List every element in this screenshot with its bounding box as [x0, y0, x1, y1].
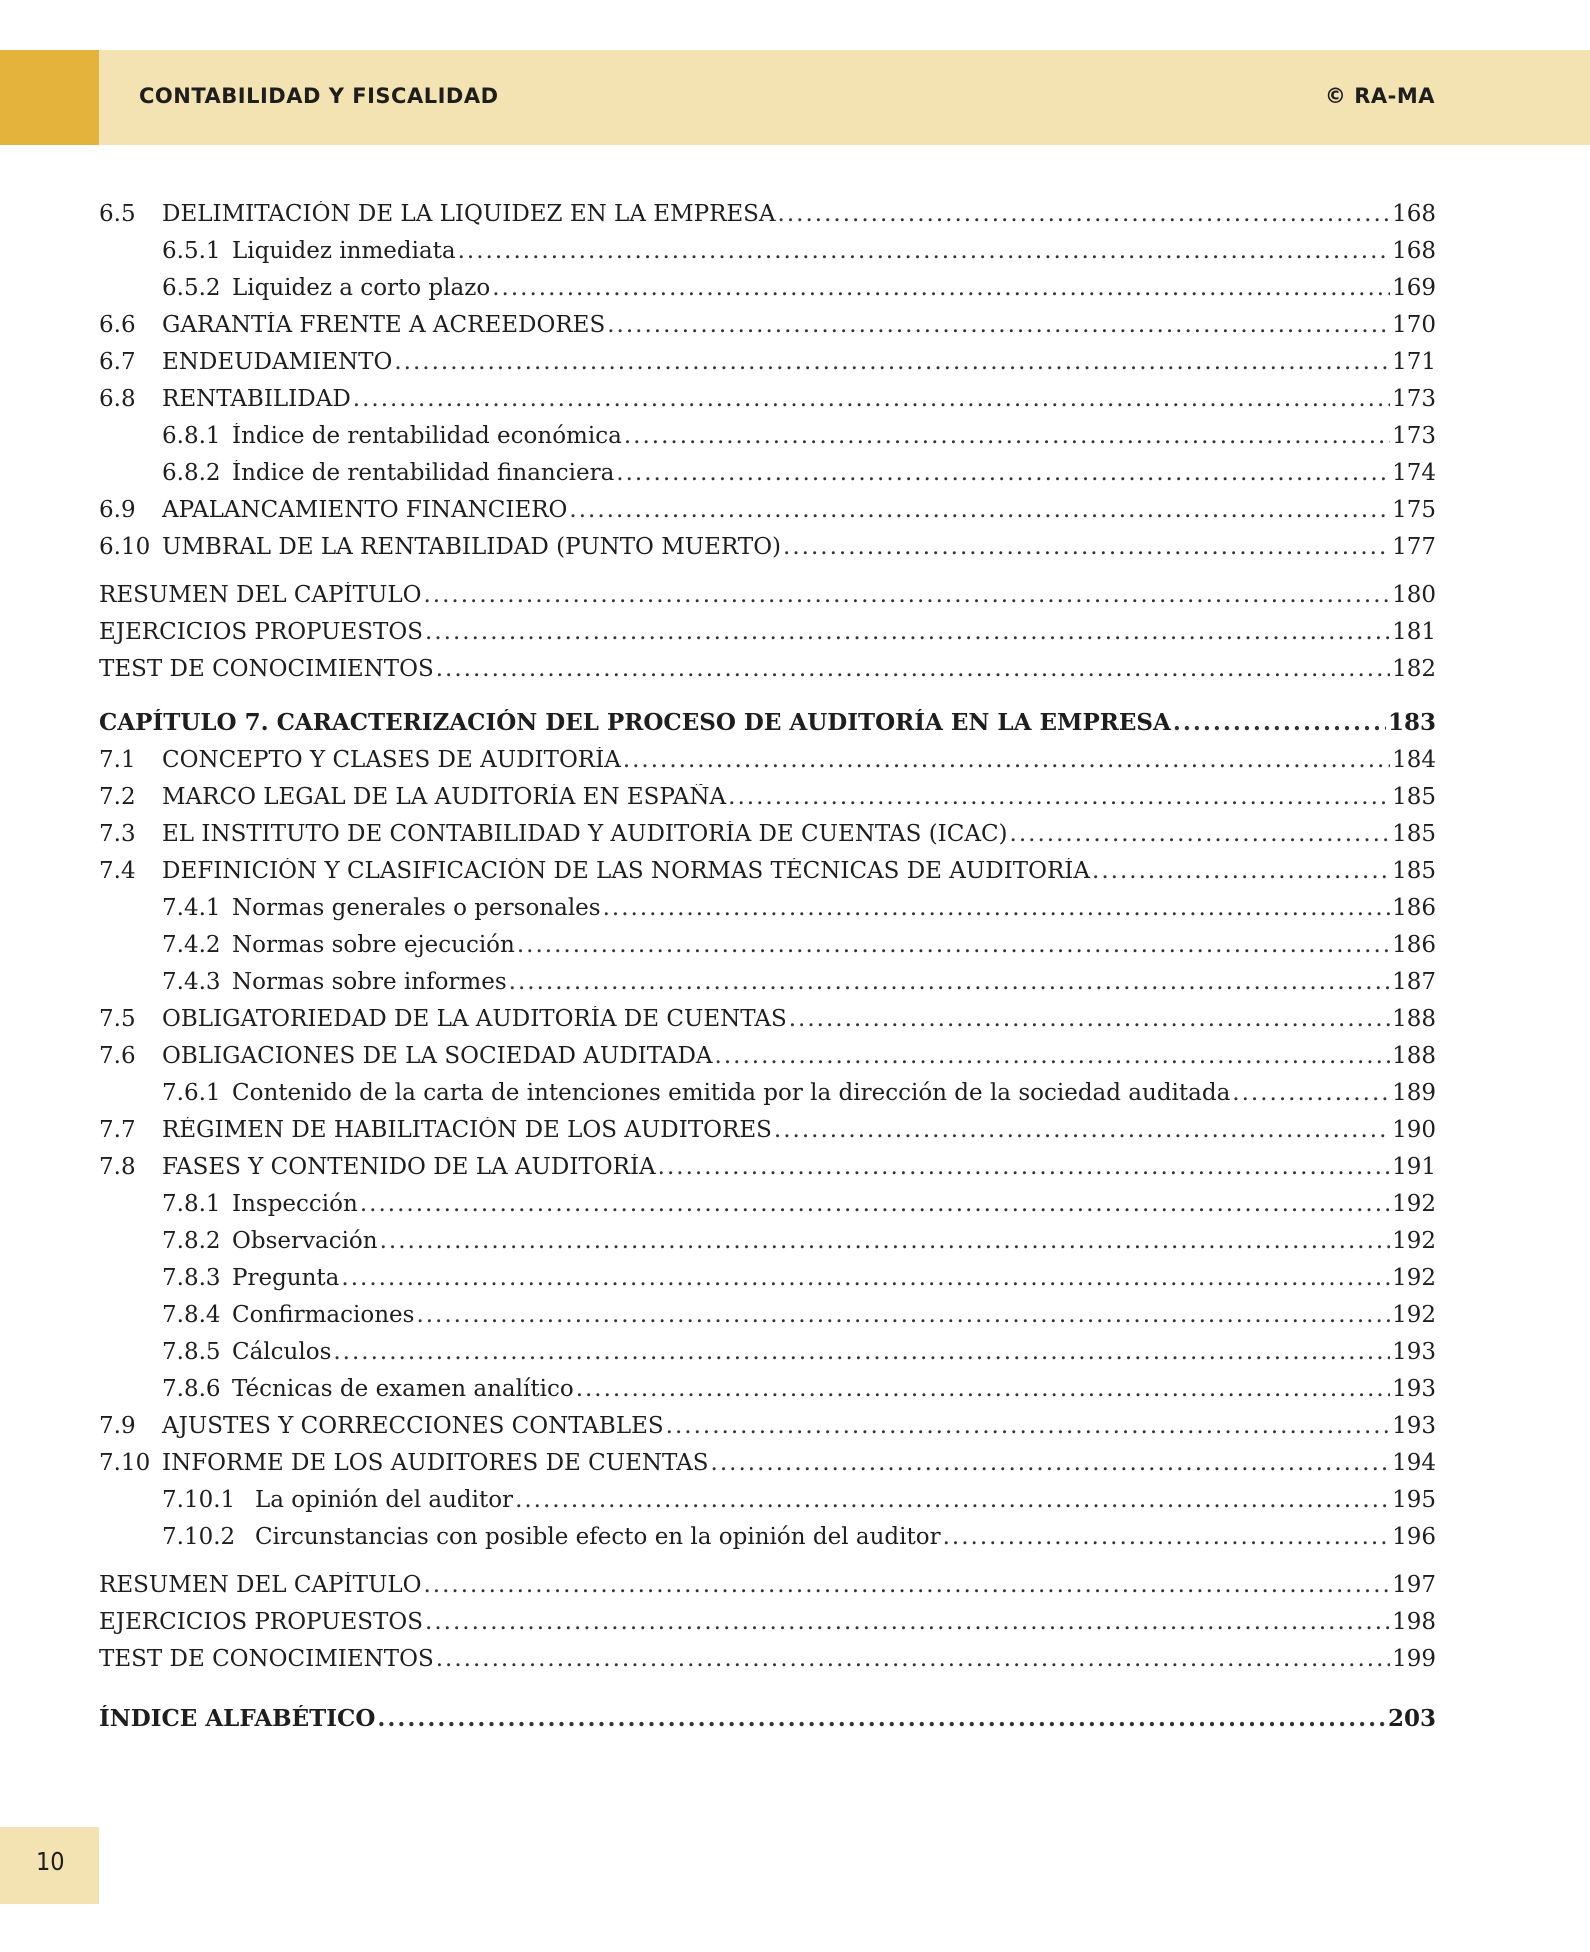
toc-page: 177 [1392, 534, 1436, 560]
toc-entry [99, 932, 1436, 969]
leader-dots [783, 534, 1390, 560]
toc-number: 7.8.6 [162, 1376, 221, 1402]
toc-title: UMBRAL DE LA RENTABILIDAD (PUNTO MUERTO) [162, 534, 782, 560]
leader-dots [943, 1524, 1391, 1550]
toc-entry [99, 1524, 1436, 1561]
toc-number: 7.6 [99, 1043, 136, 1069]
toc-number: 7.8 [99, 1154, 136, 1180]
toc-number: 7.8.3 [162, 1265, 221, 1291]
toc-title: Índice de rentabilidad económica [232, 423, 622, 449]
toc-entry [99, 201, 1436, 238]
toc-title: Circunstancias con posible efecto en la opinión del auditor [255, 1524, 941, 1550]
toc-page: 198 [1392, 1609, 1436, 1635]
toc-title: FASES Y CONTENIDO DE LA AUDITORÍA [162, 1154, 656, 1180]
toc-page: 197 [1392, 1572, 1436, 1598]
toc-page: 183 [1387, 709, 1436, 736]
toc-entry [99, 1006, 1436, 1043]
leader-dots [436, 656, 1390, 682]
toc-entry [99, 238, 1436, 275]
leader-dots [515, 1487, 1390, 1513]
toc-entry [99, 1376, 1436, 1413]
toc-page: 168 [1392, 238, 1436, 264]
toc-entry [99, 1117, 1436, 1154]
toc-page: 189 [1392, 1080, 1436, 1106]
toc-entry [99, 656, 1436, 693]
leader-dots [423, 582, 1390, 608]
leader-dots [425, 619, 1390, 645]
toc-page: 203 [1387, 1705, 1436, 1732]
leader-dots [1010, 821, 1391, 847]
leader-dots [569, 497, 1390, 523]
toc-entry [99, 534, 1436, 571]
toc-entry [99, 969, 1436, 1006]
toc-title: GARANTÍA FRENTE A ACREEDORES [162, 312, 606, 338]
toc-entry [99, 1228, 1436, 1265]
toc-page: 192 [1392, 1191, 1436, 1217]
toc-number: 7.9 [99, 1413, 136, 1439]
leader-dots [789, 1006, 1390, 1032]
toc-number: 6.10 [99, 534, 151, 560]
toc-title: Contenido de la carta de intenciones emitida por la dirección de la sociedad auditada [232, 1080, 1231, 1106]
toc-title: Índice de rentabilidad financiera [232, 460, 615, 486]
toc-entry [99, 858, 1436, 895]
toc-page: 186 [1392, 932, 1436, 958]
running-header-title: CONTABILIDAD Y FISCALIDAD [139, 84, 499, 108]
leader-dots [377, 1705, 1386, 1732]
toc-title: INFORME DE LOS AUDITORES DE CUENTAS [162, 1450, 709, 1476]
leader-dots [711, 1450, 1391, 1476]
toc-page: 187 [1392, 969, 1436, 995]
leader-dots [416, 1302, 1390, 1328]
toc-page: 171 [1392, 349, 1436, 375]
leader-dots [380, 1228, 1391, 1254]
toc-page: 199 [1392, 1646, 1436, 1672]
leader-dots [394, 349, 1390, 375]
toc-entry [99, 895, 1436, 932]
toc-title: Normas sobre informes [232, 969, 507, 995]
toc-entry [99, 1450, 1436, 1487]
toc-page: 180 [1392, 582, 1436, 608]
toc-page: 173 [1392, 423, 1436, 449]
toc-entry [99, 1043, 1436, 1080]
toc-number: 7.8.5 [162, 1339, 221, 1365]
toc-number: 7.4.3 [162, 969, 221, 995]
toc-title: Normas generales o personales [232, 895, 601, 921]
toc-title: EJERCICIOS PROPUESTOS [99, 1609, 424, 1635]
toc-number: 7.4.2 [162, 932, 221, 958]
toc-title: ENDEUDAMIENTO [162, 349, 393, 375]
toc-page: 191 [1392, 1154, 1436, 1180]
toc-page: 195 [1392, 1487, 1436, 1513]
toc-entry [99, 1154, 1436, 1191]
toc-number: 6.5.1 [162, 238, 221, 264]
leader-dots [341, 1265, 1390, 1291]
leader-dots [666, 1413, 1390, 1439]
toc-page: 184 [1392, 747, 1436, 773]
toc-title: EL INSTITUTO DE CONTABILIDAD Y AUDITORÍA DE CUENTAS (ICAC) [162, 821, 1008, 847]
leader-dots [333, 1339, 1390, 1365]
toc-page: 182 [1392, 656, 1436, 682]
toc-number: 7.8.4 [162, 1302, 221, 1328]
toc-number: 7.3 [99, 821, 136, 847]
toc-title: RENTABILIDAD [162, 386, 351, 412]
toc-title: Cálculos [232, 1339, 332, 1365]
leader-dots [423, 1572, 1390, 1598]
toc-page: 193 [1392, 1376, 1436, 1402]
toc-title: ÍNDICE ALFABÉTICO [99, 1705, 376, 1732]
toc-number: 7.10.2 [162, 1524, 236, 1550]
leader-dots [1173, 709, 1386, 736]
toc-title: OBLIGATORIEDAD DE LA AUDITORÍA DE CUENTAS [162, 1006, 787, 1032]
toc-number: 6.5.2 [162, 275, 221, 301]
leader-dots [623, 747, 1390, 773]
toc-title: MARCO LEGAL DE LA AUDITORÍA EN ESPAÑA [162, 784, 727, 810]
toc-page: 168 [1392, 201, 1436, 227]
toc-title: TEST DE CONOCIMIENTOS [99, 656, 434, 682]
leader-dots [492, 275, 1390, 301]
toc-number: 7.8.2 [162, 1228, 221, 1254]
toc-number: 7.10 [99, 1450, 151, 1476]
toc-number: 7.5 [99, 1006, 136, 1032]
toc-entry [99, 619, 1436, 656]
toc-number: 6.8 [99, 386, 136, 412]
toc-entry [99, 1302, 1436, 1339]
leader-dots [607, 312, 1390, 338]
toc-title: OBLIGACIONES DE LA SOCIEDAD AUDITADA [162, 1043, 713, 1069]
toc-page: 190 [1392, 1117, 1436, 1143]
toc-page: 185 [1392, 821, 1436, 847]
toc-entry [99, 349, 1436, 386]
toc-page: 175 [1392, 497, 1436, 523]
toc-page: 169 [1392, 275, 1436, 301]
toc-entry [99, 423, 1436, 460]
toc-title: Pregunta [232, 1265, 340, 1291]
toc-number: 6.9 [99, 497, 136, 523]
toc-number: 7.1 [99, 747, 136, 773]
toc-title: Observación [232, 1228, 378, 1254]
toc-title: La opinión del auditor [255, 1487, 514, 1513]
leader-dots [624, 423, 1390, 449]
toc-number: 6.6 [99, 312, 136, 338]
toc-title: RESUMEN DEL CAPÍTULO [99, 1572, 422, 1598]
toc-entry [99, 1191, 1436, 1228]
toc-entry [99, 1487, 1436, 1524]
toc-title: DEFINICIÓN Y CLASIFICACIÓN DE LAS NORMAS TÉCNICAS DE AUDITORÍA [162, 858, 1091, 884]
page-number: 10 [36, 1847, 65, 1876]
toc-entry [99, 1646, 1436, 1683]
leader-dots [436, 1646, 1390, 1672]
leader-dots [425, 1609, 1390, 1635]
toc-title: EJERCICIOS PROPUESTOS [99, 619, 424, 645]
toc-page: 193 [1392, 1413, 1436, 1439]
toc-entry [99, 1413, 1436, 1450]
toc-entry [99, 275, 1436, 312]
toc-entry [99, 1609, 1436, 1646]
toc-number: 6.8.1 [162, 423, 221, 449]
toc-number: 6.5 [99, 201, 136, 227]
toc-chapter-entry [99, 709, 1436, 747]
running-header-publisher: © RA-MA [1324, 84, 1435, 108]
toc-page: 194 [1392, 1450, 1436, 1476]
toc-number: 7.4.1 [162, 895, 221, 921]
toc-number: 7.2 [99, 784, 136, 810]
toc-title: RÉGIMEN DE HABILITACIÓN DE LOS AUDITORES [162, 1117, 772, 1143]
toc-number: 6.7 [99, 349, 136, 375]
toc-page: 188 [1392, 1043, 1436, 1069]
toc-page: 192 [1392, 1265, 1436, 1291]
toc-number: 7.10.1 [162, 1487, 236, 1513]
leader-dots [778, 201, 1391, 227]
toc-entry [99, 312, 1436, 349]
toc-entry [99, 460, 1436, 497]
toc-page: 193 [1392, 1339, 1436, 1365]
leader-dots [616, 460, 1390, 486]
leader-dots [728, 784, 1390, 810]
toc-page: 192 [1392, 1228, 1436, 1254]
leader-dots [576, 1376, 1390, 1402]
toc-title: Confirmaciones [232, 1302, 415, 1328]
toc-title: Liquidez a corto plazo [232, 275, 491, 301]
leader-dots [658, 1154, 1390, 1180]
toc-number: 7.7 [99, 1117, 136, 1143]
leader-dots [517, 932, 1390, 958]
toc-title: RESUMEN DEL CAPÍTULO [99, 582, 422, 608]
toc-page: 181 [1392, 619, 1436, 645]
toc-title: Normas sobre ejecución [232, 932, 515, 958]
toc-title: APALANCAMIENTO FINANCIERO [162, 497, 568, 523]
toc-title: Técnicas de examen analítico [232, 1376, 574, 1402]
toc-entry [99, 386, 1436, 423]
toc-entry [99, 747, 1436, 784]
toc-entry [99, 582, 1436, 619]
toc-title: Inspección [232, 1191, 358, 1217]
toc-page: 173 [1392, 386, 1436, 412]
leader-dots [1232, 1080, 1390, 1106]
toc-page: 174 [1392, 460, 1436, 486]
toc-entry [99, 1080, 1436, 1117]
toc-title: TEST DE CONOCIMIENTOS [99, 1646, 434, 1672]
toc-title: DELIMITACIÓN DE LA LIQUIDEZ EN LA EMPRESA [162, 201, 776, 227]
toc-number: 7.6.1 [162, 1080, 221, 1106]
toc-entry [99, 1339, 1436, 1376]
leader-dots [353, 386, 1390, 412]
toc-entry [99, 1572, 1436, 1609]
toc-number: 6.8.2 [162, 460, 221, 486]
leader-dots [509, 969, 1390, 995]
toc-title: CONCEPTO Y CLASES DE AUDITORÍA [162, 747, 621, 773]
leader-dots [715, 1043, 1391, 1069]
toc-entry [99, 1265, 1436, 1302]
toc-page: 186 [1392, 895, 1436, 921]
toc-title: Liquidez inmediata [232, 238, 456, 264]
table-of-contents [99, 201, 1436, 1742]
toc-entry [99, 497, 1436, 534]
header-accent-block [0, 50, 99, 145]
toc-page: 192 [1392, 1302, 1436, 1328]
toc-title: CAPÍTULO 7. CARACTERIZACIÓN DEL PROCESO DE AUDITORÍA EN LA EMPRESA [99, 709, 1171, 736]
toc-entry [99, 821, 1436, 858]
toc-index-entry [99, 1705, 1436, 1742]
toc-page: 185 [1392, 858, 1436, 884]
leader-dots [458, 238, 1390, 264]
leader-dots [1092, 858, 1390, 884]
toc-page: 185 [1392, 784, 1436, 810]
leader-dots [774, 1117, 1390, 1143]
toc-page: 196 [1392, 1524, 1436, 1550]
leader-dots [360, 1191, 1390, 1217]
toc-number: 7.4 [99, 858, 136, 884]
leader-dots [603, 895, 1391, 921]
toc-title: AJUSTES Y CORRECCIONES CONTABLES [162, 1413, 664, 1439]
toc-number: 7.8.1 [162, 1191, 221, 1217]
toc-page: 188 [1392, 1006, 1436, 1032]
toc-entry [99, 784, 1436, 821]
toc-page: 170 [1392, 312, 1436, 338]
